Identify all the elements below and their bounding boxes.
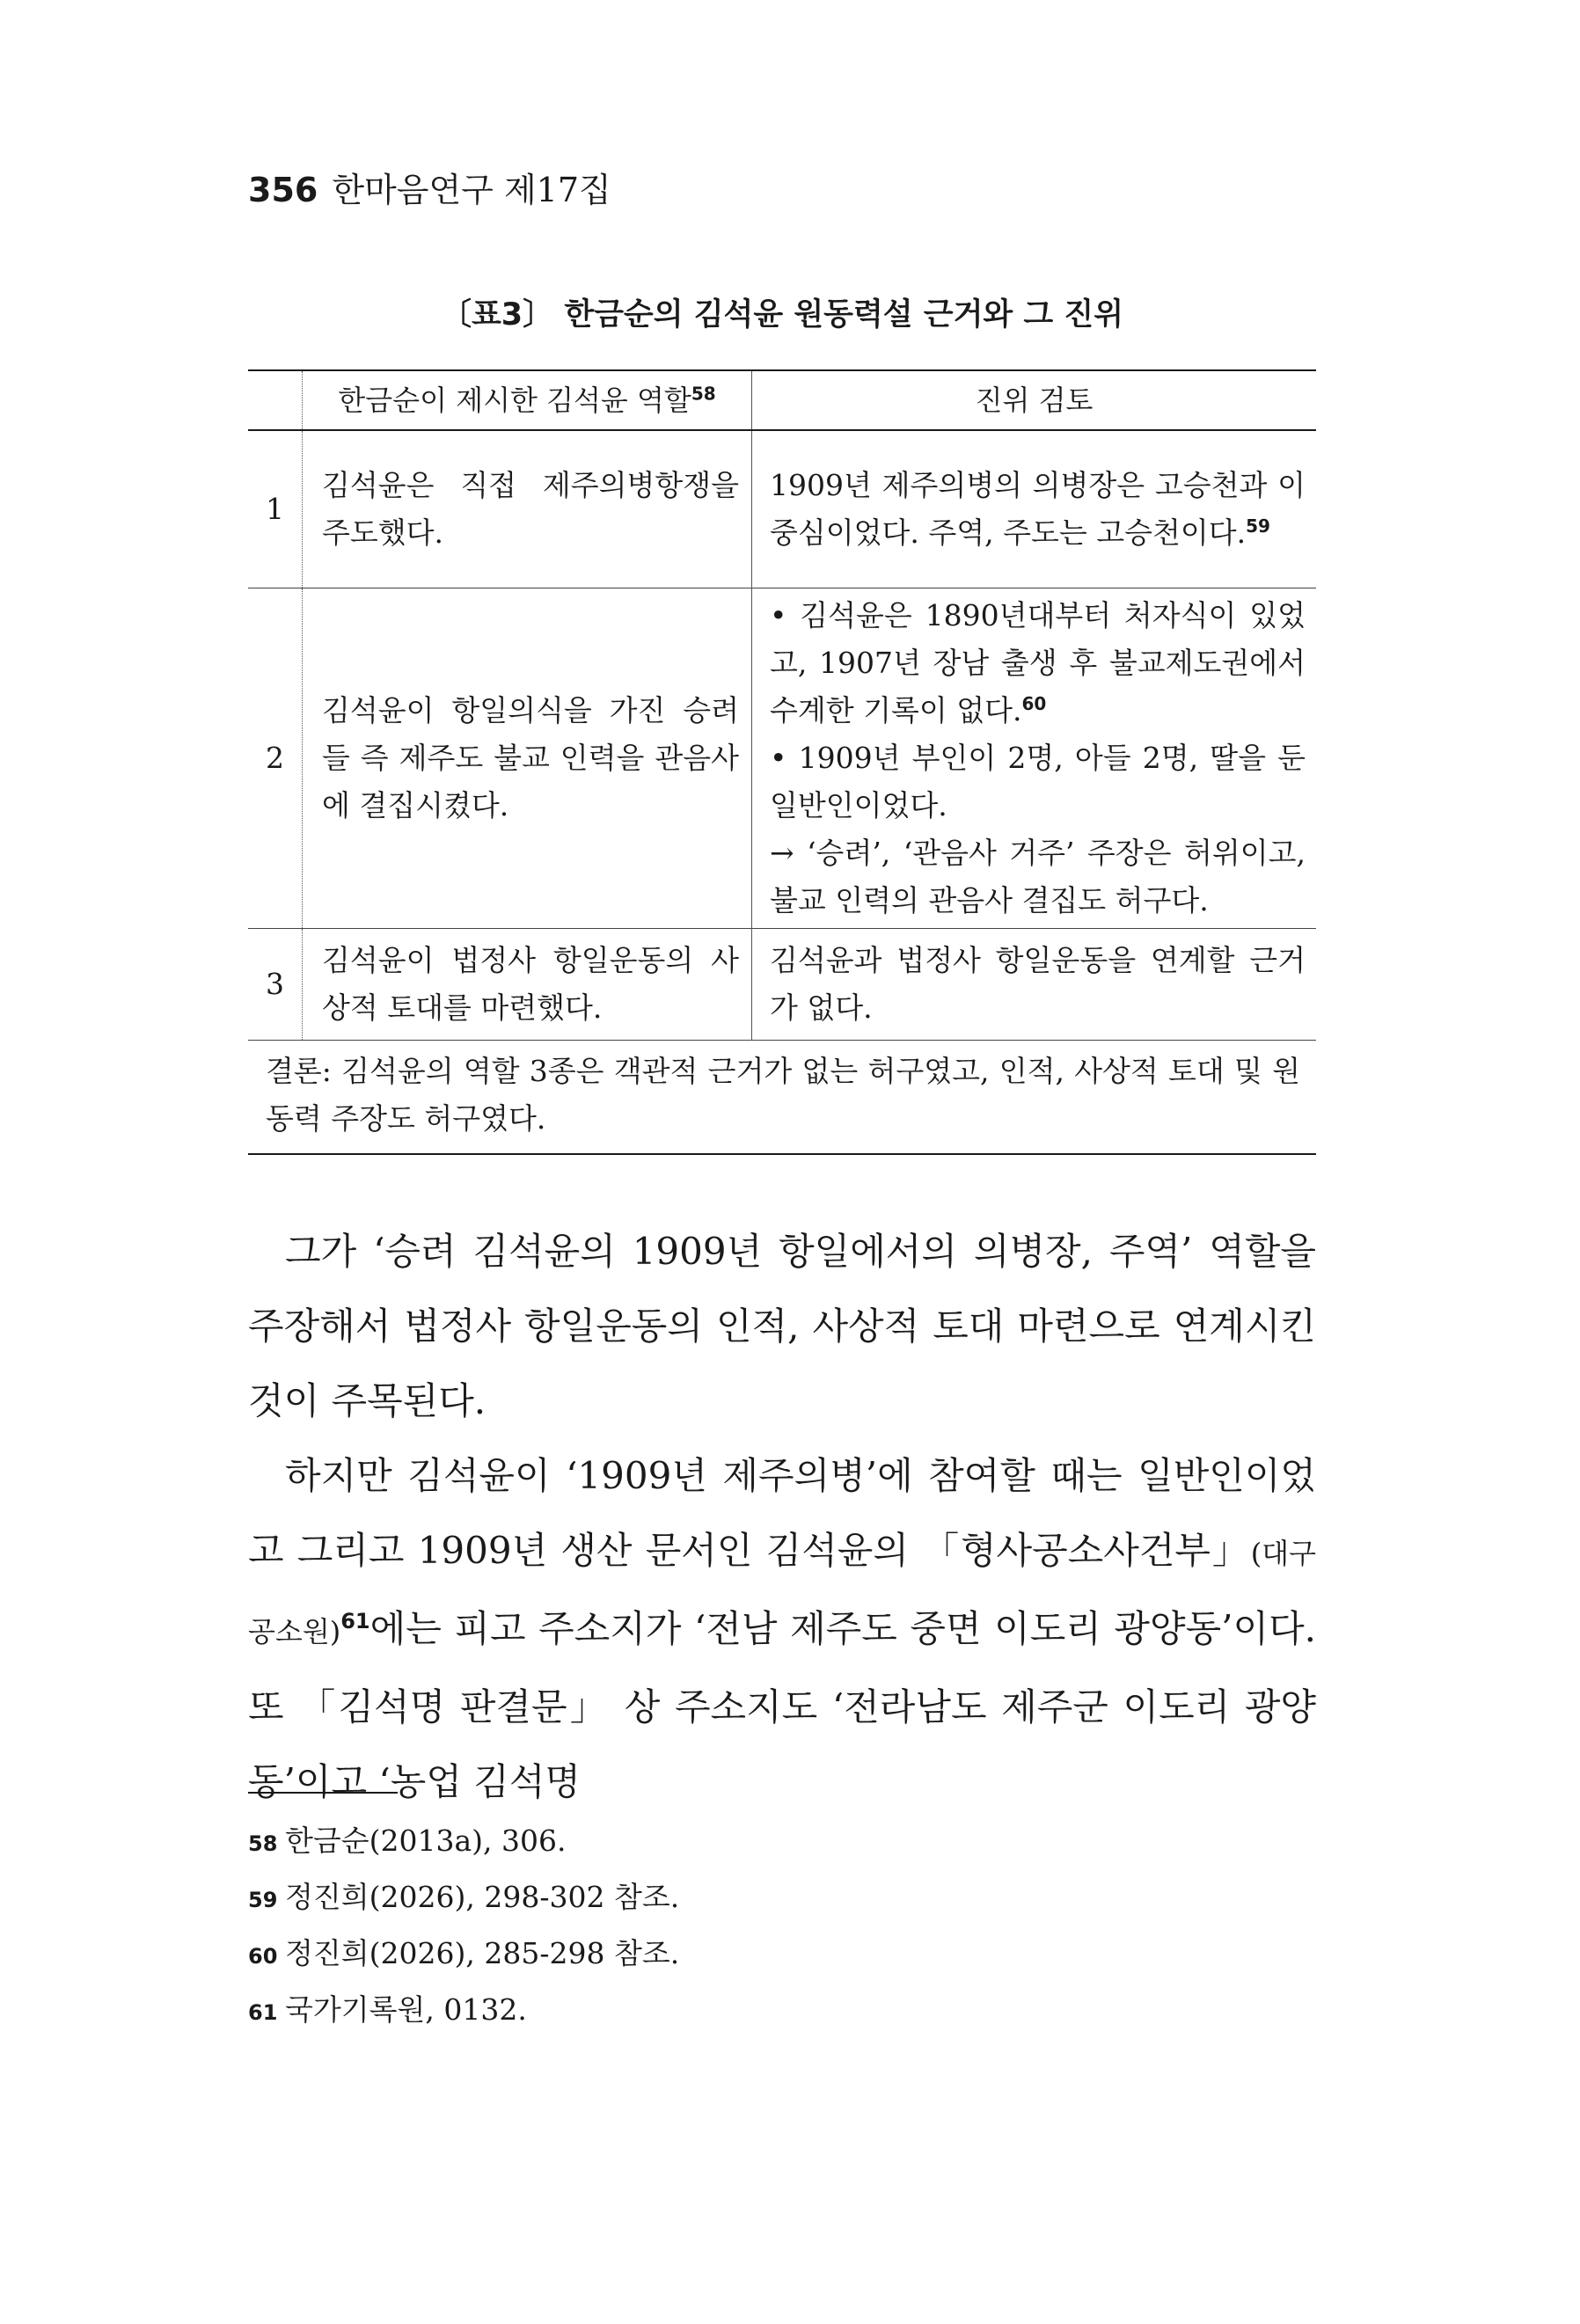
review-text: → ‘승려’, ‘관음사 거주’ 주장은 허위이고, 불교 인력의 관음사 결집도 허구다.	[770, 836, 1306, 917]
footnote	[248, 1874, 1316, 1930]
table-caption: 〔표3〕 한금순의 김석윤 원동력설 근거와 그 진위	[440, 297, 1124, 333]
conclusion-cell: 결론: 김석윤의 역할 3종은 객관적 근거가 없는 허구였고, 인적, 사상적 토대 및 원동력 주장도 허구였다.	[266, 1054, 1300, 1136]
comparison-table	[248, 369, 1316, 1155]
column-header-review: 진위 검토	[975, 384, 1094, 417]
journal-title: 한마음연구 제17집	[332, 171, 611, 209]
row-number: 1	[248, 430, 303, 588]
review-bullet	[770, 734, 1306, 829]
footnote-number: 58	[248, 1831, 278, 1856]
column-header-number	[248, 370, 303, 430]
footnote	[248, 1817, 1316, 1874]
review-cell	[752, 430, 1317, 588]
table-row	[248, 588, 1316, 929]
paragraph-text: 에는 피고 주소지가 ‘전남 제주도 중면 이도리 광양동’이다. 또 「김석명 판결문」 상 주소지도 ‘전라남도 제주군 이도리 광양동’이고 ‘농업 김석명	[248, 1607, 1316, 1803]
review-cell	[752, 588, 1317, 929]
column-header-claim	[303, 370, 752, 430]
footnote-ref: 58	[691, 383, 716, 405]
footnote	[248, 1986, 1316, 2043]
table-row	[248, 929, 1316, 1041]
table-row	[248, 430, 1316, 588]
source-note: (대구공소원)	[248, 1537, 1316, 1648]
body-text	[248, 1214, 1316, 1819]
review-cell: 김석윤과 법정사 항일운동을 연계할 근거가 없다.	[770, 943, 1306, 1025]
footnote-ref: 59	[1246, 515, 1270, 537]
footnote-number: 59	[248, 1888, 278, 1912]
review-bullet	[770, 592, 1306, 734]
footnote-text: 정진희(2026), 285-298 참조.	[285, 1936, 680, 1970]
footnote-number: 61	[248, 2000, 278, 2025]
review-text: 1909년 제주의병의 의병장은 고승천과 이중심이었다. 주역, 주도는 고승천이다.	[770, 468, 1306, 550]
running-head	[248, 169, 611, 212]
column-header-claim-label: 한금순이 제시한 김석윤 역할	[338, 384, 691, 417]
footnote-ref: 61	[340, 1609, 370, 1633]
footnote-text: 한금순(2013a), 306.	[285, 1823, 567, 1858]
footnote	[248, 1930, 1316, 1986]
review-text: • 1909년 부인이 2명, 아들 2명, 딸을 둔 일반인이었다.	[770, 741, 1306, 822]
row-number: 2	[248, 588, 303, 929]
paragraph	[248, 1438, 1316, 1819]
row-number: 3	[248, 929, 303, 1041]
claim-cell: 김석윤은 직접 제주의병항쟁을 주도했다.	[303, 430, 752, 588]
claim-cell: 김석윤이 항일의식을 가진 승려들 즉 제주도 불교 인력을 관음사에 결집시켰다.	[303, 588, 752, 929]
claim-cell: 김석윤이 법정사 항일운동의 사상적 토대를 마련했다.	[303, 929, 752, 1041]
table-header-row	[248, 370, 1316, 430]
page-number: 356	[248, 171, 318, 209]
footnote-number: 60	[248, 1944, 278, 1969]
footnote-divider	[248, 1792, 398, 1794]
footnotes	[248, 1817, 1316, 2043]
review-text: • 김석윤은 1890년대부터 처자식이 있었고, 1907년 장남 출생 후 불교제도권에서 수계한 기록이 없다.	[770, 598, 1306, 727]
footnote-text: 정진희(2026), 298-302 참조.	[285, 1880, 680, 1914]
paragraph: 그가 ‘승려 김석윤의 1909년 항일에서의 의병장, 주역’ 역할을 주장해서 법정사 항일운동의 인적, 사상적 토대 마련으로 연계시킨 것이 주목된다.	[248, 1230, 1316, 1422]
footnote-text: 국가기록원, 0132.	[285, 1992, 527, 2027]
review-conclusion-line	[770, 829, 1306, 924]
footnote-ref: 60	[1021, 693, 1047, 714]
paragraph-text: 하지만 김석윤이 ‘1909년 제주의병’에 참여할 때는 일반인이었고 그리고 1909년 생산 문서인 김석윤의 「형사공소사건부」	[248, 1454, 1316, 1572]
table-conclusion-row	[248, 1041, 1316, 1155]
